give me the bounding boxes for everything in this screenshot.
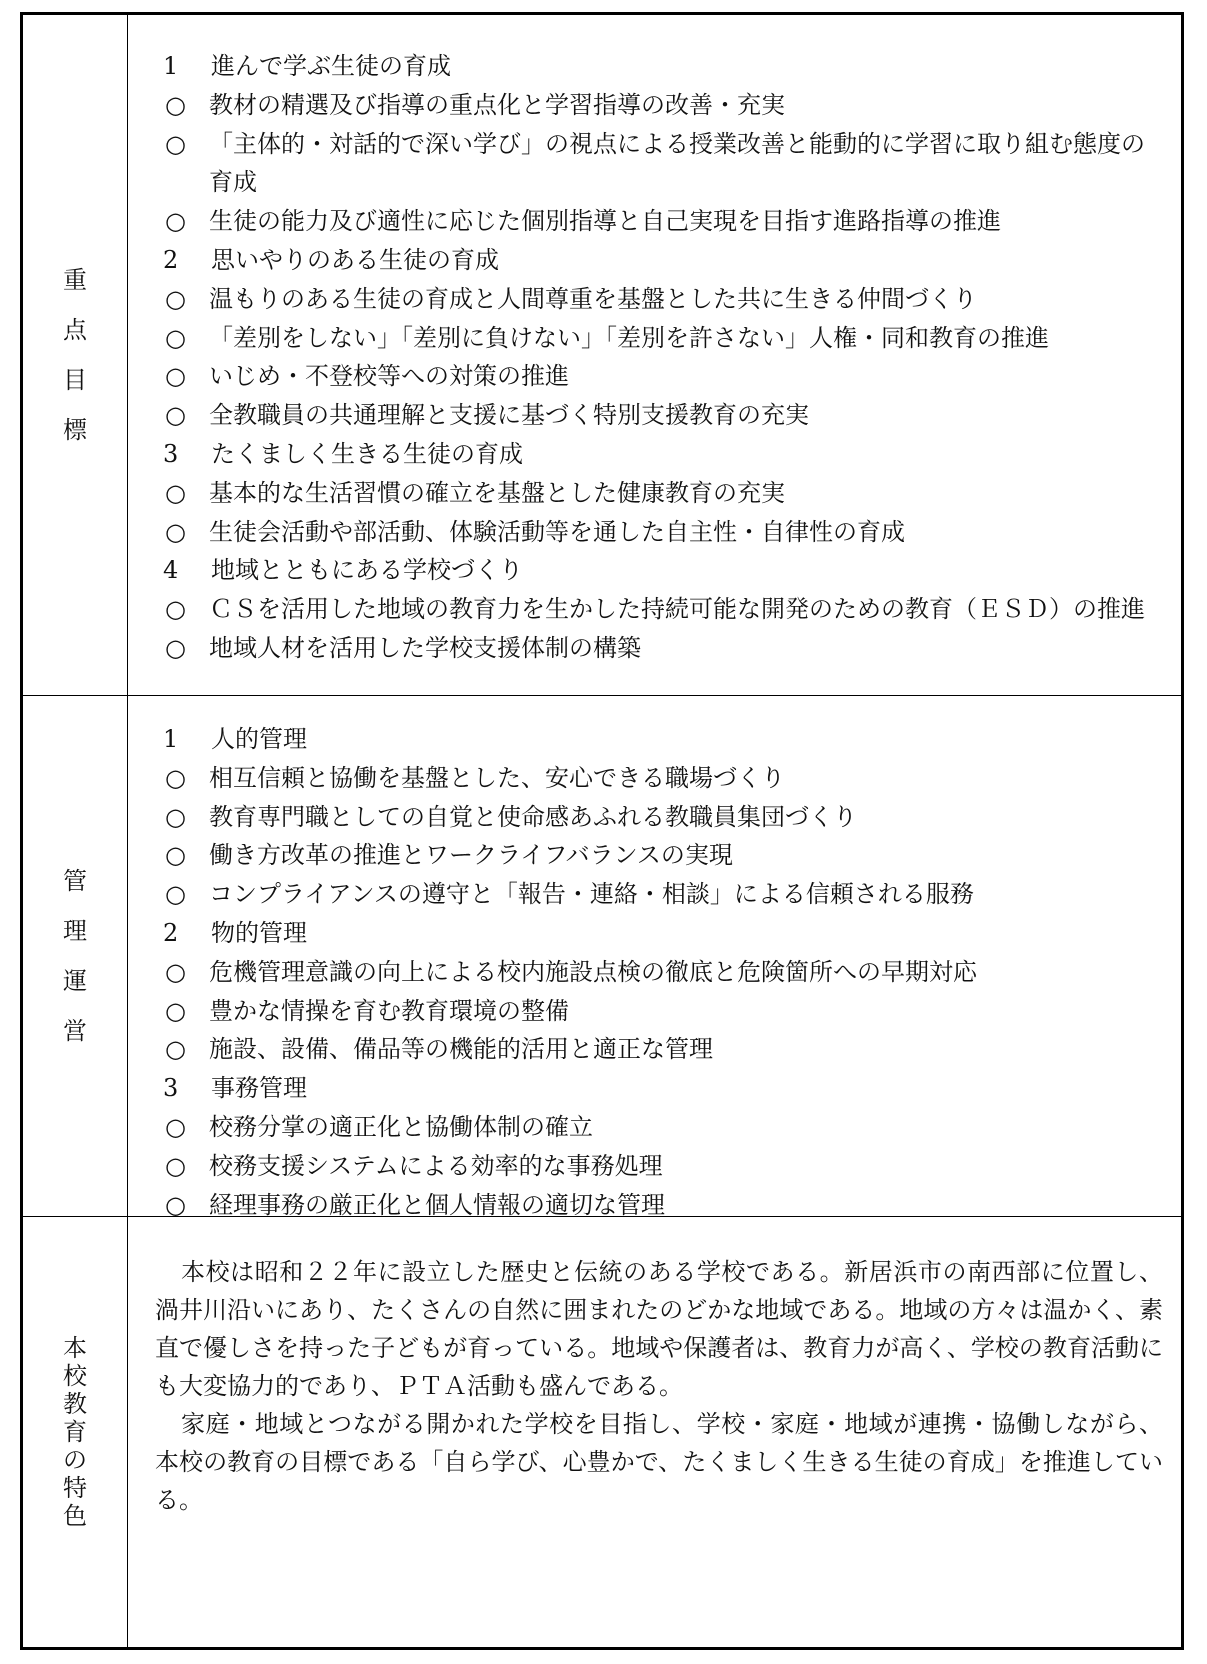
list-item: ○ ＣＳを活用した地域の教育力を生かした持続可能な開発のための教育（ＥＳＤ）の推進: [141, 590, 1167, 629]
school-plan-table: [20, 12, 1184, 1650]
paragraph: 本校は昭和２２年に設立した歴史と伝統のある学校である。新居浜市の南西部に位置し、渦井川沿いにあり、たくさんの自然に囲まれたのどかな地域である。地域の方々は温かく、素直で優しさを持った子どもが育っている。地域や保護者は、教育力が高く、学校の教育活動にも大変協力的であり、ＰＴＡ活動も盛んである。: [155, 1258, 1163, 1400]
group-title: たくましく生きる生徒の育成: [211, 439, 523, 468]
circle-bullet-icon: ○: [165, 880, 186, 909]
group-number: 3: [163, 439, 179, 468]
group-number: 1: [163, 725, 179, 753]
label-char: 管: [63, 867, 87, 895]
group-title: 地域とともにある学校づくり: [211, 556, 523, 585]
group-title: 人的管理: [211, 725, 307, 753]
label-char: 教: [63, 1390, 87, 1418]
circle-bullet-icon: ○: [165, 957, 186, 986]
group-heading: [141, 551, 1167, 590]
label-char: 育: [63, 1418, 87, 1446]
list-item: ○ 温もりのある生徒の育成と人間尊重を基盤とした共に生きる仲間づくり: [141, 280, 1167, 319]
circle-bullet-icon: ○: [165, 802, 186, 831]
label-char: 本: [63, 1334, 87, 1362]
circle-bullet-icon: ○: [165, 763, 186, 792]
circle-bullet-icon: ○: [165, 1035, 186, 1064]
group-number: 1: [163, 52, 179, 80]
list-item: ○ 「差別をしない」「差別に負けない」「差別を許さない」人権・同和教育の推進: [141, 319, 1167, 358]
section-content: [141, 47, 1167, 668]
circle-bullet-icon: ○: [165, 207, 186, 236]
circle-bullet-icon: ○: [165, 90, 186, 119]
list-item: ○ 「主体的・対話的で深い学び」の視点による授業改善と能動的に学習に取り組む態度の育成: [141, 125, 1167, 203]
circle-bullet-icon: ○: [165, 323, 186, 352]
circle-bullet-icon: ○: [165, 595, 186, 624]
circle-bullet-icon: ○: [165, 284, 186, 313]
circle-bullet-icon: ○: [165, 517, 186, 546]
label-char: 営: [63, 1017, 87, 1045]
circle-bullet-icon: ○: [165, 401, 186, 430]
circle-bullet-icon: ○: [165, 1151, 186, 1180]
list-item: ○ 相互信頼と協働を基盤とした、安心できる職場づくり: [141, 759, 1167, 798]
group-title: 事務管理: [211, 1074, 307, 1103]
label-char: 点: [63, 316, 87, 344]
list-item: ○ 教材の精選及び指導の重点化と学習指導の改善・充実: [141, 86, 1167, 125]
section-priority-goals: [23, 15, 1181, 696]
list-item: ○ 生徒の能力及び適性に応じた個別指導と自己実現を目指す進路指導の推進: [141, 202, 1167, 241]
list-item: ○ 施設、設備、備品等の機能的活用と適正な管理: [141, 1030, 1167, 1069]
group-heading: [141, 241, 1167, 280]
section-label: [23, 1217, 128, 1647]
label-char: の: [63, 1446, 87, 1474]
group-heading: [141, 435, 1167, 474]
list-item: ○ いじめ・不登校等への対策の推進: [141, 357, 1167, 396]
label-char: 重: [63, 266, 87, 294]
list-item: ○ 危機管理意識の向上による校内施設点検の徹底と危険箇所への早期対応: [141, 953, 1167, 992]
list-item: ○ 校務分掌の適正化と協働体制の確立: [141, 1108, 1167, 1147]
list-item: ○ 働き方改革の推進とワークライフバランスの実現: [141, 836, 1167, 875]
list-item: ○ 地域人材を活用した学校支援体制の構築: [141, 629, 1167, 668]
label-char: 理: [63, 917, 87, 945]
section-management: [23, 696, 1181, 1217]
label-char: 特: [63, 1474, 87, 1502]
group-heading: [141, 914, 1167, 953]
group-heading: [141, 720, 1167, 759]
list-item: ○ 全教職員の共通理解と支援に基づく特別支援教育の充実: [141, 396, 1167, 435]
section-school-features: [23, 1217, 1181, 1647]
circle-bullet-icon: ○: [165, 1190, 186, 1219]
label-char: 標: [63, 416, 87, 444]
section-content: [141, 720, 1167, 1224]
list-item: ○ 生徒会活動や部活動、体験活動等を通した自主性・自律性の育成: [141, 513, 1167, 552]
group-number: 3: [163, 1074, 179, 1103]
circle-bullet-icon: ○: [165, 1112, 186, 1141]
circle-bullet-icon: ○: [165, 996, 186, 1025]
label-char: 校: [63, 1362, 87, 1390]
list-item: ○ 教育専門職としての自覚と使命感あふれる教職員集団づくり: [141, 798, 1167, 837]
list-item: ○ コンプライアンスの遵守と「報告・連絡・相談」による信頼される服務: [141, 875, 1167, 914]
group-title: 進んで学ぶ生徒の育成: [211, 52, 451, 80]
group-title: 思いやりのある生徒の育成: [211, 245, 499, 274]
group-number: 2: [163, 918, 179, 947]
paragraph: 家庭・地域とつながる開かれた学校を目指し、学校・家庭・地域が連携・協働しながら、本校の教育の目標である「自ら学び、心豊かで、たくましく生きる生徒の育成」を推進している。: [155, 1410, 1163, 1514]
group-number: 2: [163, 245, 179, 274]
section-content: [141, 1253, 1167, 1519]
group-heading: [141, 1069, 1167, 1108]
list-item: ○ 校務支援システムによる効率的な事務処理: [141, 1147, 1167, 1186]
label-char: 色: [63, 1502, 87, 1530]
circle-bullet-icon: ○: [165, 129, 186, 158]
group-number: 4: [163, 556, 179, 585]
label-char: 目: [63, 366, 87, 394]
circle-bullet-icon: ○: [165, 362, 186, 391]
group-heading: [141, 47, 1167, 86]
list-item: ○ 基本的な生活習慣の確立を基盤とした健康教育の充実: [141, 474, 1167, 513]
circle-bullet-icon: ○: [165, 633, 186, 662]
list-item: ○ 経理事務の厳正化と個人情報の適切な管理: [141, 1186, 1167, 1225]
list-item: ○ 豊かな情操を育む教育環境の整備: [141, 992, 1167, 1031]
group-title: 物的管理: [211, 918, 307, 947]
section-label: [23, 15, 128, 695]
label-char: 運: [63, 967, 87, 995]
section-label: [23, 696, 128, 1216]
circle-bullet-icon: ○: [165, 478, 186, 507]
circle-bullet-icon: ○: [165, 841, 186, 870]
